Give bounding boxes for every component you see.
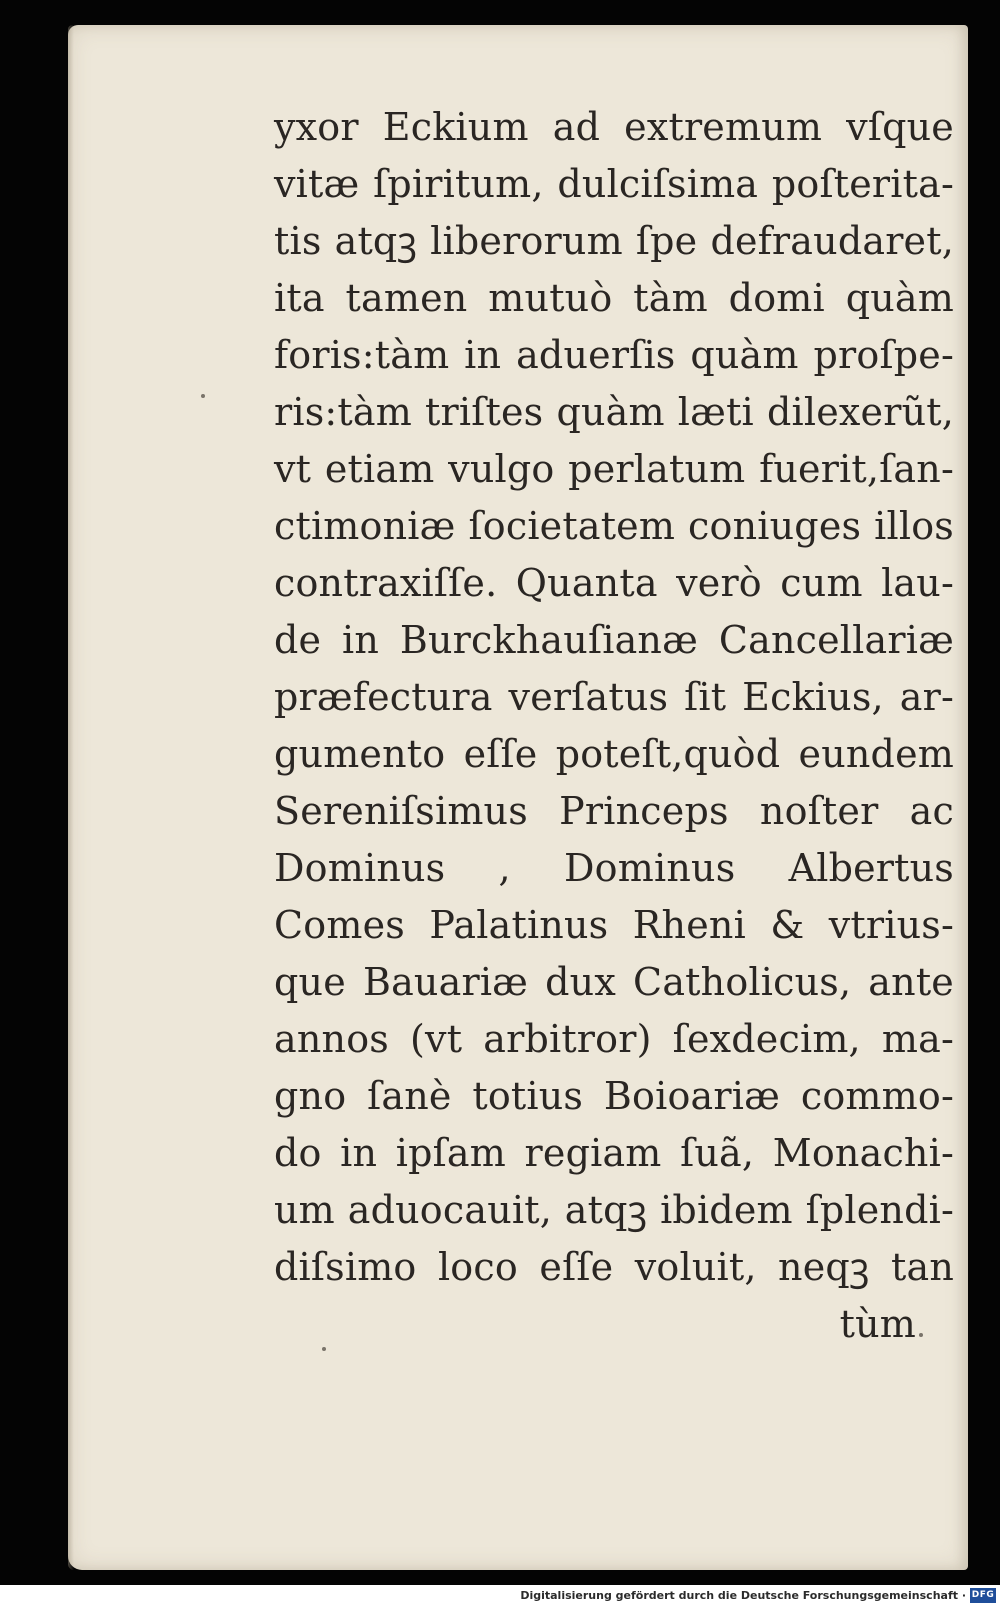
text-line: ita tamen mutuò tàm domi quàm [274,276,954,320]
text-line: annos (vt arbitror) ſexdecim, ma- [274,1017,954,1061]
paper-speck [201,394,205,398]
footer-bar [0,1585,1000,1608]
text-line: yxor Eckium ad extremum vſque [274,105,954,149]
text-line: gno ſanè totius Boioariæ commo- [274,1074,954,1118]
text-line: tis atqꝫ liberorum ſpe defraudaret, [274,219,954,263]
paper-speck [322,1347,326,1351]
text-line: ris:tàm triſtes quàm læti dilexerũt, [274,390,954,434]
text-line: Sereniſsimus Princeps noſter ac [274,789,954,833]
text-line: foris:tàm in aduerſis quàm proſpe- [274,333,954,377]
text-line: præfectura verſatus ſit Eckius, ar- [274,675,954,719]
text-line: diſsimo loco eſſe voluit, neqꝫ tan [274,1245,954,1289]
text-line: Dominus , Dominus Albertus [274,846,954,890]
text-line: de in Burckhauſianæ Cancellariæ [274,618,954,662]
page-edge-shadow [68,25,74,1570]
catchword: tùm [839,1302,916,1346]
dfg-logo: DFG [970,1588,996,1603]
text-line: que Bauariæ dux Catholicus, ante [274,960,954,1004]
text-line: gumento eſſe poteſt,quòd eundem [274,732,954,776]
paper-speck [919,1333,923,1337]
book-page [68,25,968,1570]
text-line: Comes Palatinus Rheni & vtrius- [274,903,954,947]
text-line: contraxiſſe. Quanta verò cum lau- [274,561,954,605]
text-block [274,99,954,1353]
digitization-credit: Digitalisierung gefördert durch die Deutsche Forschungsgemeinschaft · [520,1589,966,1602]
text-line: vt etiam vulgo perlatum fuerit,ſan- [274,447,954,491]
text-line: do in ipſam regiam ſuã, Monachi- [274,1131,954,1175]
text-line: ctimoniæ ſocietatem coniuges illos [274,504,954,548]
text-line: um aduocauit, atqꝫ ibidem ſplendi- [274,1188,954,1232]
text-line: vitæ ſpiritum, dulciſsima poſterita- [274,162,954,206]
